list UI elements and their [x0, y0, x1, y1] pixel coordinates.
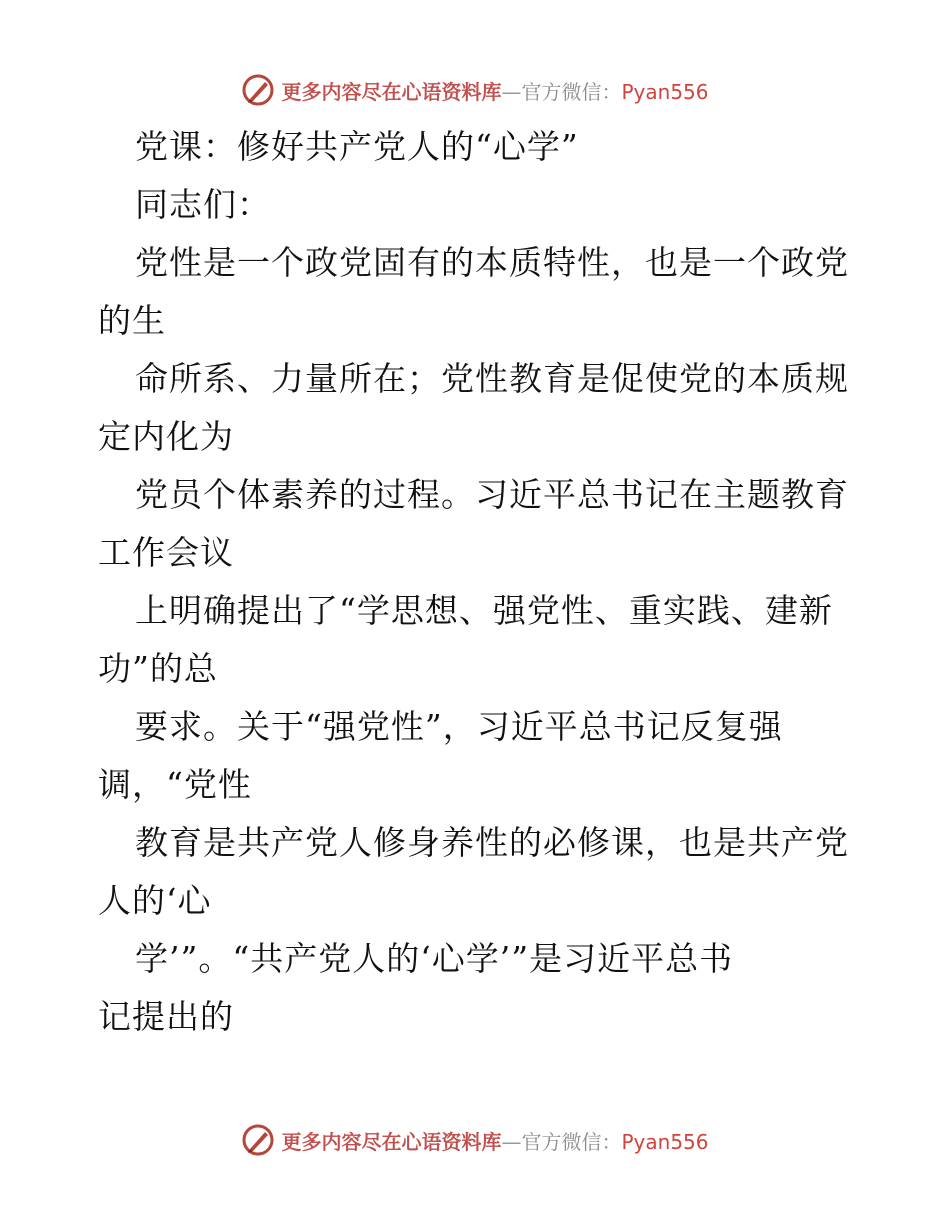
text-line: 工作会议 — [98, 533, 234, 572]
text-line: 党性是一个政党固有的本质特性，也是一个政党 — [135, 243, 849, 282]
text-line: 定内化为 — [98, 417, 234, 456]
document-title: 党课：修好共产党人的“心学” — [135, 127, 579, 166]
wechat-id: Pyan556 — [621, 1129, 709, 1154]
text-line: 调，“党性 — [98, 765, 252, 804]
salutation: 同志们： — [135, 185, 271, 224]
wechat-label: 官方微信： — [521, 1129, 622, 1154]
wechat-id: Pyan556 — [621, 79, 709, 104]
pen-logo-icon — [241, 1123, 275, 1157]
banner-text — [281, 1126, 708, 1155]
wechat-label: 官方微信： — [521, 79, 622, 104]
text-line: 学’”。“共产党人的‘心学’”是习近平总书 — [135, 939, 734, 978]
header-banner — [0, 70, 950, 110]
banner-dash: — — [501, 1129, 522, 1154]
text-line: 的生 — [98, 301, 166, 340]
text-line: 人的‘心 — [98, 881, 212, 920]
text-line: 党员个体素养的过程。习近平总书记在主题教育 — [135, 475, 849, 514]
brand-text: 更多内容尽在心语资料库 — [281, 79, 502, 104]
text-line: 记提出的 — [98, 997, 234, 1036]
text-line: 功”的总 — [98, 649, 218, 688]
text-line: 命所系、力量所在；党性教育是促使党的本质规 — [135, 359, 849, 398]
pen-logo-icon — [241, 73, 275, 107]
brand-text: 更多内容尽在心语资料库 — [281, 1129, 502, 1154]
text-line: 要求。关于“强党性”，习近平总书记反复强 — [135, 707, 783, 746]
text-line: 上明确提出了“学思想、强党性、重实践、建新 — [135, 591, 833, 630]
text-line: 教育是共产党人修身养性的必修课，也是共产党 — [135, 823, 849, 862]
footer-banner — [0, 1120, 950, 1160]
banner-text — [281, 76, 708, 105]
banner-dash: — — [501, 79, 522, 104]
